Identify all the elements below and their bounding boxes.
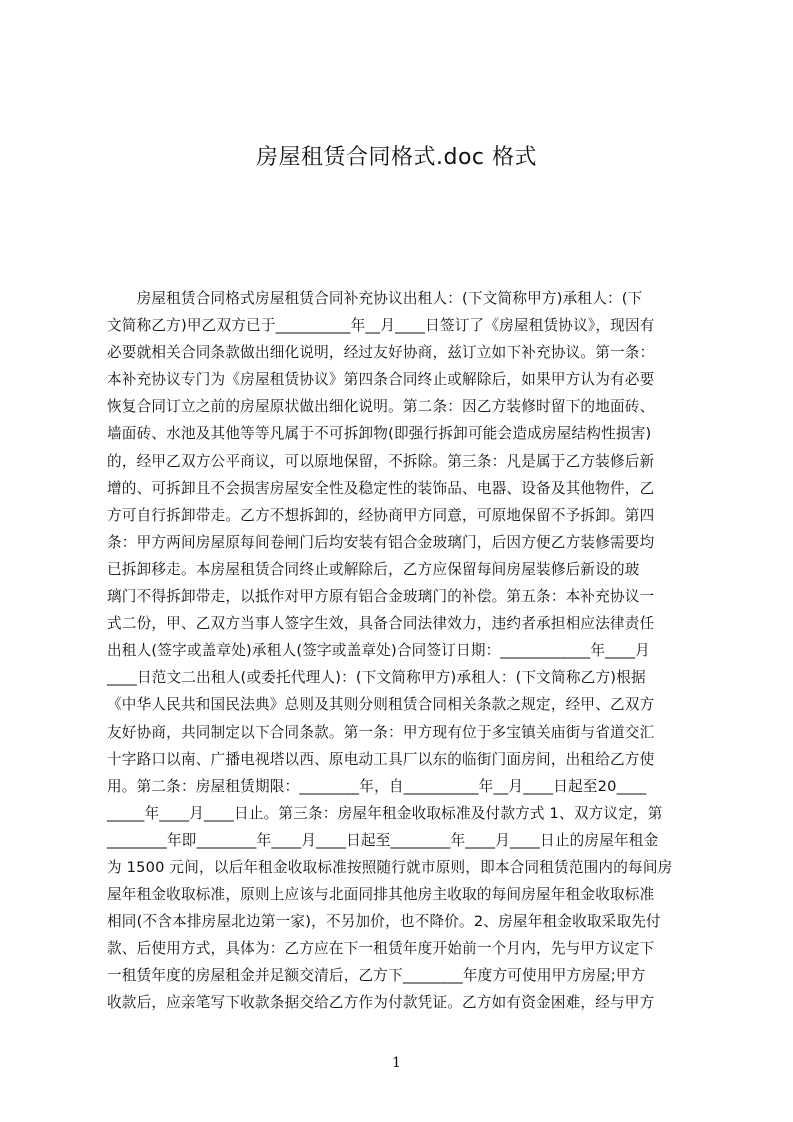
body-line: 式二份，甲、乙双方当事人签字生效，具备合同法律效力，违约者承担相应法律责任	[107, 615, 655, 633]
body-line: 墙面砖、水池及其他等等凡属于不可拆卸物(即强行拆卸可能会造成房屋结构性损害)	[107, 425, 652, 443]
body-line: 条：甲方两间房屋原每间卷闸门后均安装有铝合金玻璃门，后因方便乙方装修需要均	[107, 533, 655, 551]
body-line: 收款后，应亲笔写下收款条据交给乙方作为付款凭证。乙方如有资金困难，经与甲方	[107, 994, 655, 1012]
body-line: 增的、可拆卸且不会损害房屋安全性及稳定性的装饰品、电器、设备及其他物件，乙	[107, 479, 655, 497]
body-line: 十字路口以南、广播电视塔以西、原电动工具厂以东的临街门面房间，出租给乙方使	[107, 750, 655, 768]
page-number: 1	[392, 1055, 401, 1071]
body-line: _____年____月____日止。第三条：房屋年租金收取标准及付款方式 1、双方议定，第	[107, 804, 663, 822]
document-body	[107, 285, 699, 1012]
body-line: 相同(不含本排房屋北边第一家)，不另加价，也不降价。2、房屋年租金收取采取先付	[107, 913, 661, 931]
body-line: 文简称乙方)甲乙双方已于__________年__月____日签订了《房屋租赁协议》，现因有	[107, 317, 655, 335]
body-line: 出租人(签字或盖章处)承租人(签字或盖章处)合同签订日期：____________年____月	[107, 642, 650, 660]
body-line: 屋年租金收取标准，原则上应该与北面同排其他房主收取的每间房屋年租金收取标准	[107, 886, 655, 904]
body-line: 友好协商，共同制定以下合同条款。第一条：甲方现有位于多宝镇关庙街与省道交汇	[107, 723, 655, 741]
body-line: 方可自行拆卸带走。乙方不想拆卸的，经协商甲方同意，可原地保留不予拆卸。第四	[107, 506, 655, 524]
body-line: 必要就相关合同条款做出细化说明，经过友好协商，兹订立如下补充协议。第一条：	[107, 344, 655, 362]
document-title: 房屋租赁合同格式.doc 格式	[255, 145, 537, 170]
body-line: 《中华人民共和国民法典》总则及其则分则租赁合同相关条款之规定，经甲、乙双方	[107, 696, 655, 714]
body-line: 房屋租赁合同格式房屋租赁合同补充协议出租人：(下文简称甲方)承租人：(下	[107, 290, 643, 307]
body-line: 的，经甲乙双方公平商议，可以原地保留，不拆除。第三条：凡是属于乙方装修后新	[107, 452, 655, 470]
body-line: 恢复合同订立之前的房屋原状做出细化说明。第二条：因乙方装修时留下的地面砖、	[107, 398, 655, 416]
body-line: ____日范文二出租人(或委托代理人)：(下文简称甲方)承租人：(下文简称乙方)根据	[107, 669, 646, 687]
body-line: 一租赁年度的房屋租金并足额交清后，乙方下________年度方可使用甲方房屋;甲方	[107, 967, 646, 985]
body-line: 款、后使用方式，具体为：乙方应在下一租赁年度开始前一个月内，先与甲方议定下	[107, 940, 655, 958]
body-line: 已拆卸移走。本房屋租赁合同终止或解除后，乙方应保留每间房屋装修后新设的玻	[107, 560, 640, 578]
body-line: 为 1500 元间，以后年租金收取标准按照随行就市原则，即本合同租赁范围内的每间房	[107, 858, 673, 876]
body-line: 璃门不得拆卸带走，以抵作对甲方原有铝合金玻璃门的补偿。第五条：本补充协议一	[107, 588, 655, 606]
body-line: ________年即________年____月____日起至________年____月____日止的房屋年租金	[107, 831, 659, 849]
body-line: 用。第二条：房屋租赁期限：________年，自__________年__月____日起至20____	[107, 777, 647, 795]
body-line: 本补充协议专门为《房屋租赁协议》第四条合同终止或解除后，如果甲方认为有必要	[107, 371, 655, 389]
